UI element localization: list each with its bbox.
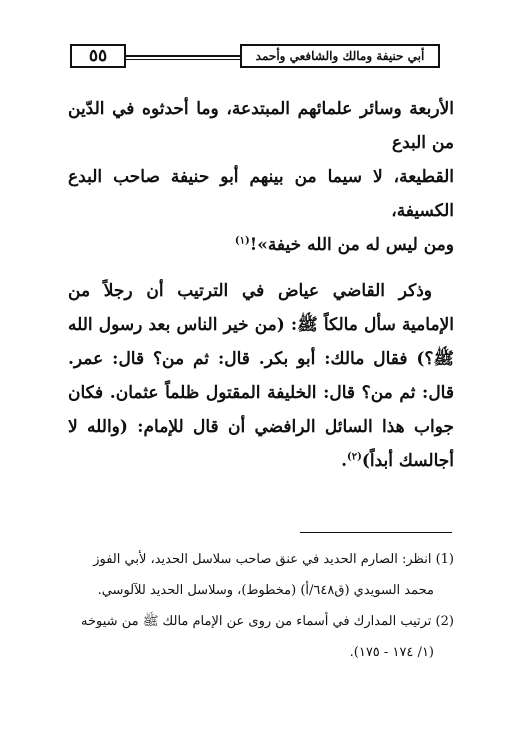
footnote-2-line-1: (2) ترتيب المدارك في أسماء من روى عن الإمام مالك ﷺ من شيوخه — [81, 614, 454, 629]
paragraph-2-end: . — [341, 451, 347, 471]
header-rule-thin — [126, 59, 240, 60]
footnote-ref-2: (٢) — [347, 451, 362, 463]
page-number-text: ٥٥ — [88, 46, 108, 66]
footnote-rule — [300, 532, 452, 533]
footnote-2-line-2: (١/ ١٧٤ - ١٧٥). — [349, 645, 434, 660]
footnote-2 — [68, 606, 454, 668]
paragraph-2 — [68, 274, 454, 478]
running-title-text: أبي حنيفة ومالك والشافعي وأحمد — [255, 49, 425, 63]
running-title — [240, 44, 440, 68]
main-text — [68, 92, 454, 478]
footnote-1-line-1: (1) انظر: الصارم الحديد في عنق صاحب سلاسل الحديد، لأبي الفوز — [93, 552, 454, 567]
paragraph-2-text: وذكر القاضي عياض في الترتيب أن رجلاً من الإمامية سأل مالكاً ﷺ: (من خير الناس بعد رسول الله ﷺ؟) فقال مالك: أبو بكر. قال: ثم من؟ قال: عمر. قال: ثم من؟ قال: الخليفة المقتول ظلماً عثمان. فكان جواب هذا السائل الرافضي أن قال للإمام: (والله لا أجالسك أبداً) — [68, 281, 454, 471]
footnote-1-line-2: محمد السويدي (ق٦٤٨/أ) (مخطوط)، وسلاسل الحديد للآلوسي. — [97, 583, 434, 598]
paragraph-1-line-2: القطيعة، لا سيما من بينهم أبو حنيفة صاحب البدع الكسيفة، — [68, 167, 454, 221]
footnotes — [68, 544, 454, 668]
footnote-ref-1: (١) — [234, 235, 250, 247]
paragraph-1-line-1: الأربعة وسائر علمائهم المبتدعة، وما أحدثوه في الدّين من البدع — [68, 99, 454, 153]
page-number — [70, 44, 126, 68]
paragraph-1-line-3: ومن ليس له من الله خيفة»! — [249, 235, 454, 255]
paragraph-1 — [68, 92, 454, 262]
footnote-1 — [68, 544, 454, 606]
header-rule — [126, 55, 240, 57]
